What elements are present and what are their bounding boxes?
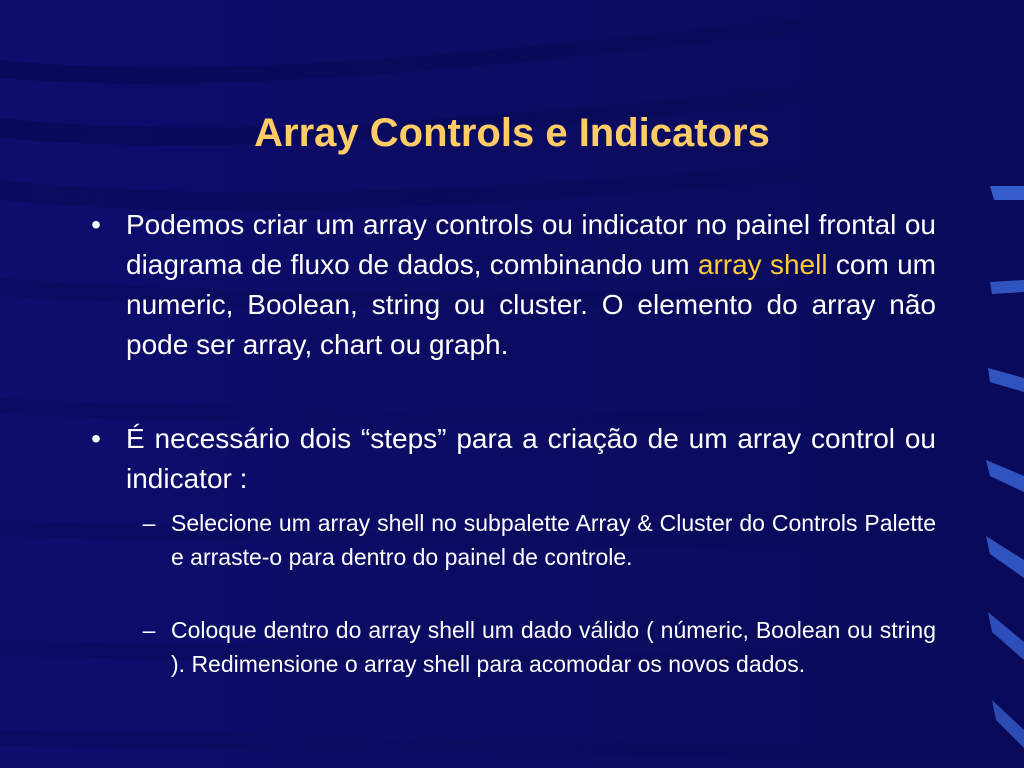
sub-bullet-item bbox=[142, 506, 936, 574]
slide-title: Array Controls e Indicators bbox=[254, 111, 770, 155]
bullet-text: É necessário dois “steps” para a criação de um array control ou indicator : bbox=[126, 423, 936, 494]
bullet-text-after: com um numeric, Boolean, string ou cluster. O elemento do array não pode ser array, chart ou graph. bbox=[126, 249, 936, 360]
bullet-item bbox=[91, 419, 936, 499]
sub-bullet-marker: – bbox=[142, 617, 156, 643]
sub-bullet-item bbox=[142, 613, 936, 681]
bullet-text-before: Podemos criar um array controls ou indicator no painel frontal ou diagrama de fluxo de dados, combinando um bbox=[126, 209, 936, 280]
sub-bullet-text: Selecione um array shell no subpalette Array & Cluster do Controls Palette e arraste-o para dentro do painel de controle. bbox=[171, 510, 936, 570]
bullet-item bbox=[91, 205, 936, 365]
sub-bullet-marker: – bbox=[142, 510, 156, 536]
bullet-marker: • bbox=[91, 209, 101, 240]
highlight-array-shell: array shell bbox=[697, 249, 828, 280]
bullet-marker: • bbox=[91, 423, 101, 454]
sub-bullet-text: Coloque dentro do array shell um dado válido ( númeric, Boolean ou string ). Redimensione o array shell para acomodar os novos dados. bbox=[171, 617, 936, 677]
